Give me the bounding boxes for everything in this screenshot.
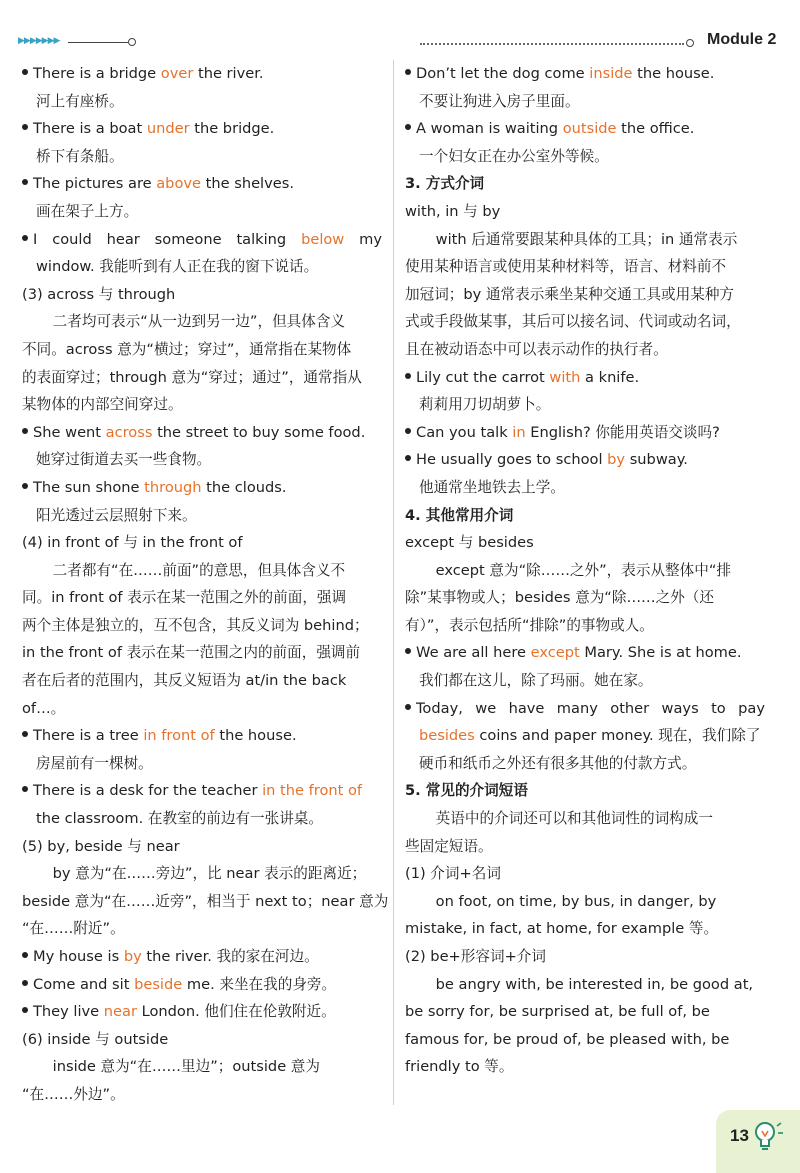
example-sentence: They live near London. 他们住在伦敦附近。 [22, 998, 382, 1026]
paragraph-line: 且在被动语态中可以表示动作的执行者。 [405, 340, 668, 358]
highlight-word: in [512, 423, 526, 441]
subsection-heading: except 与 besides [405, 534, 534, 552]
paragraph-line: inside 意为“在……里边”；outside 意为 [52, 1058, 320, 1076]
example-sentence: Can you talk in English? 你能用英语交谈吗? [405, 419, 765, 447]
example-sentence: The pictures are above the shelves. [22, 170, 382, 198]
bullet-icon [22, 235, 28, 241]
section-heading: 4. 其他常用介词 [405, 506, 514, 524]
highlight-word: below [301, 230, 345, 248]
subsection-heading: (1) 介词+名词 [405, 865, 501, 883]
lightbulb-icon [752, 1120, 786, 1154]
bullet-icon [22, 483, 28, 489]
section-heading: (3) across 与 through [22, 285, 176, 303]
bullet-icon [22, 980, 28, 986]
translation: 阳光透过云层照射下来。 [36, 506, 197, 524]
highlight-word: over [160, 65, 194, 82]
paragraph-line: mistake, in fact, at home, for example 等。 [405, 920, 719, 938]
example-sentence: There is a bridge over the river. [22, 60, 382, 88]
bullet-icon [22, 179, 28, 185]
translation: 不要让狗进入房子里面。 [419, 92, 580, 110]
paragraph-line: “在……附近”。 [22, 920, 125, 938]
subsection-heading: (2) be+形容词+介词 [405, 948, 546, 965]
paragraph-line: 英语中的介词还可以和其他词性的词构成一 [435, 810, 713, 828]
paragraph-line: in the front of 表示在某一范围之内的前面，强调前 [22, 644, 361, 662]
header-rule-left [68, 42, 128, 43]
paragraph-line: 使用某种语言或使用某种材料等，语言、材料前不 [405, 258, 727, 276]
bullet-icon [405, 455, 411, 461]
section-heading: 5. 常见的介词短语 [405, 782, 528, 800]
paragraph-line: by 意为“在……旁边”，比 near 表示的距离近； [52, 865, 367, 883]
highlight-word: besides [419, 727, 475, 745]
example-sentence: I could hear someone talking below my [22, 226, 382, 254]
section-heading: (5) by, beside 与 near [22, 837, 180, 855]
paragraph-line: with 后通常要跟某种具体的工具；in 通常表示 [435, 230, 738, 248]
translation: window. 我能听到有人正在我的窗下说话。 [36, 258, 319, 276]
example-sentence: He usually goes to school by subway. [405, 446, 765, 474]
bullet-icon [22, 428, 28, 434]
paragraph-line: 两个主体是独立的，互不包含，其反义词为 behind； [22, 616, 369, 634]
highlight-word: under [146, 120, 190, 138]
paragraph-line: “在……外边”。 [22, 1085, 125, 1103]
highlight-word: inside [589, 65, 633, 82]
bullet-icon [405, 373, 411, 379]
translation: 硬币和纸币之外还有很多其他的付款方式。 [419, 754, 697, 772]
bullet-icon [405, 648, 411, 654]
highlight-word: in front of [143, 727, 215, 745]
column-divider [393, 60, 394, 1105]
header-rule-right [420, 43, 684, 45]
translation: 桥下有条船。 [36, 147, 124, 165]
paragraph-line: 的表面穿过；through 意为“穿过；通过”，通常指从 [22, 368, 362, 386]
paragraph-line: on foot, on time, by bus, in danger, by [435, 892, 717, 910]
paragraph-line: 不同。across 意为“横过；穿过”，通常指在某物体 [22, 340, 352, 358]
bullet-icon [22, 731, 28, 737]
paragraph-line: 除”某事物或人；besides 意为“除……之外（还 [405, 589, 715, 607]
highlight-word: by [607, 451, 626, 469]
bullet-icon [405, 428, 411, 434]
highlight-word: through [144, 478, 202, 496]
example-sentence: There is a desk for the teacher in the front of [22, 777, 382, 805]
highlight-word: beside [134, 975, 183, 993]
highlight-word: by [123, 948, 142, 965]
translation: the classroom. 在教室的前边有一张讲桌。 [36, 810, 323, 828]
example-sentence: Lily cut the carrot with a knife. [405, 364, 765, 392]
example-sentence: She went across the street to buy some food. [22, 419, 382, 447]
highlight-word: across [105, 423, 153, 441]
page-header [0, 28, 800, 58]
left-column [22, 60, 389, 1109]
paragraph-line: 些固定短语。 [405, 837, 493, 855]
paragraph-line: 有）”，表示包括所“排除”的事物或人。 [405, 616, 654, 634]
paragraph-line: except 意为“除……之外”，表示从整体中“排 [435, 561, 731, 579]
translation: 他通常坐地铁去上学。 [419, 478, 565, 496]
section-heading: (6) inside 与 outside [22, 1030, 169, 1048]
paragraph-line: 式或手段做某事，其后可以接名词、代词或动名词， [405, 313, 741, 331]
right-column [405, 60, 765, 1081]
example-sentence: Don’t let the dog come inside the house. [405, 60, 765, 88]
example-sentence: We are all here except Mary. She is at home. [405, 639, 765, 667]
section-heading: 3. 方式介词 [405, 175, 485, 193]
translation: 她穿过街道去买一些食物。 [36, 451, 212, 469]
subsection-heading: with, in 与 by [405, 202, 501, 220]
bullet-icon [22, 786, 28, 792]
header-dot-left [128, 38, 136, 46]
paragraph-line: be sorry for, be surprised at, be full of, be [405, 1003, 710, 1021]
section-heading: (4) in front of 与 in the front of [22, 534, 243, 552]
example-sentence: A woman is waiting outside the office. [405, 115, 765, 143]
translation: 我们都在这儿，除了玛丽。她在家。 [419, 672, 653, 690]
highlight-word: above [156, 175, 201, 193]
paragraph-line: 二者都有“在……前面”的意思，但具体含义不 [52, 561, 346, 579]
paragraph-line: 某物体的内部空间穿过。 [22, 396, 183, 414]
paragraph-line: of…。 [22, 699, 66, 717]
example-sentence: There is a tree in front of the house. [22, 722, 382, 750]
translation: 莉莉用刀切胡萝卜。 [419, 396, 551, 414]
translation: 一个妇女正在办公室外等候。 [419, 147, 609, 165]
bullet-icon [405, 704, 411, 710]
module-title: Module 2 [707, 31, 777, 48]
highlight-word: in the front of [262, 782, 363, 800]
paragraph-line: 加冠词；by 通常表示乘坐某种交通工具或用某种方 [405, 285, 735, 303]
bullet-icon [405, 124, 411, 130]
paragraph-line: be angry with, be interested in, be good at, [435, 975, 754, 993]
example-sentence: Come and sit beside me. 来坐在我的身旁。 [22, 971, 382, 999]
highlight-word: near [103, 1003, 137, 1021]
bullet-icon [22, 69, 28, 75]
translation: 河上有座桥。 [36, 92, 124, 110]
example-sentence-cont: besides coins and paper money. 现在，我们除了 [419, 727, 761, 745]
translation: 房屋前有一棵树。 [36, 754, 153, 772]
bullet-icon [22, 1007, 28, 1013]
paragraph-line: beside 意为“在……近旁”，相当于 next to；near 意为 [22, 892, 389, 910]
paragraph-line: 同。in front of 表示在某一范围之外的前面，强调 [22, 589, 347, 607]
example-sentence: My house is by the river. 我的家在河边。 [22, 943, 382, 971]
bullet-icon [405, 69, 411, 75]
header-dot-right [686, 39, 694, 47]
arrow-icon: ▶▶▶▶▶▶▶ [18, 36, 60, 46]
page-number: 13 [730, 1126, 749, 1145]
highlight-word: with [549, 368, 581, 386]
bullet-icon [22, 952, 28, 958]
highlight-word: except [530, 644, 580, 662]
paragraph-line: 者在后者的范围内，其反义短语为 at/in the back [22, 672, 347, 690]
paragraph-line: famous for, be proud of, be pleased with, be [405, 1030, 730, 1048]
example-sentence: There is a boat under the bridge. [22, 115, 382, 143]
example-sentence: Today, we have many other ways to pay [405, 695, 765, 723]
page-number-badge [716, 1110, 800, 1173]
paragraph-line: friendly to 等。 [405, 1058, 514, 1076]
bullet-icon [22, 124, 28, 130]
highlight-word: outside [562, 120, 617, 138]
paragraph-line: 二者均可表示“从一边到另一边”，但具体含义 [52, 313, 346, 331]
translation: 画在架子上方。 [36, 202, 139, 220]
example-sentence: The sun shone through the clouds. [22, 474, 382, 502]
